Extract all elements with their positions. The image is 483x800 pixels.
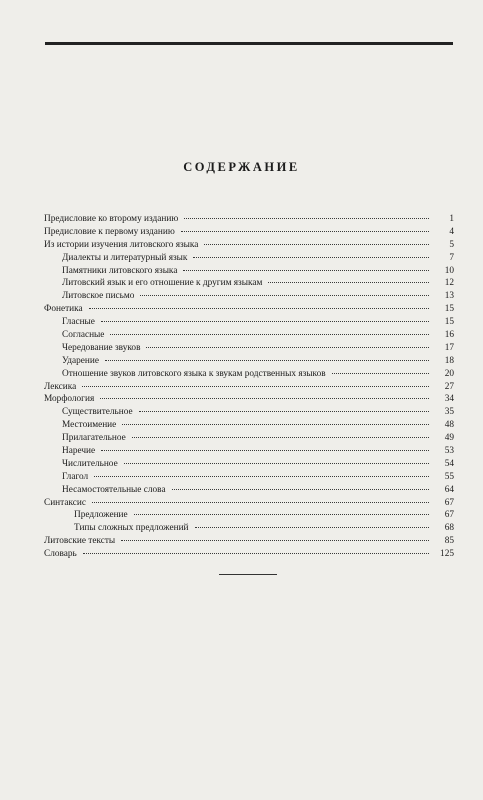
- dot-leader: [94, 467, 429, 477]
- toc-entry-title: Типы сложных предложений: [74, 523, 189, 534]
- toc-entry-title: Предложение: [74, 510, 128, 521]
- dot-leader: [124, 454, 429, 464]
- dot-leader: [82, 377, 429, 387]
- dot-leader: [105, 351, 429, 361]
- dot-leader: [101, 312, 429, 322]
- toc-entry-page: 54: [444, 458, 454, 469]
- toc-entry-title: Литовские тексты: [44, 536, 116, 547]
- toc-entry-title: Наречие: [62, 446, 96, 457]
- page-title: СОДЕРЖАНИЕ: [183, 160, 300, 174]
- dot-leader: [134, 505, 429, 515]
- toc-entry-title: Прилагательное: [62, 433, 126, 444]
- toc-entry-title: Местоимение: [62, 420, 117, 431]
- toc-entry-title: Фонетика: [44, 304, 83, 315]
- toc-entry-page: 12: [444, 278, 454, 289]
- toc-entry-page: 125: [440, 549, 454, 560]
- bottom-rule: [219, 574, 277, 575]
- toc-entry-title: Литовское письмо: [62, 291, 135, 302]
- toc-entry-page: 5: [449, 239, 454, 250]
- dot-leader: [132, 428, 429, 438]
- toc-entry-page: 4: [449, 226, 454, 237]
- toc-entry-page: 18: [444, 355, 454, 366]
- toc-entry-page: 10: [444, 265, 454, 276]
- dot-leader: [146, 338, 429, 348]
- dot-leader: [110, 325, 429, 335]
- dot-leader: [172, 480, 429, 490]
- table-of-contents: [44, 211, 454, 559]
- toc-entry-title: Гласные: [62, 317, 95, 328]
- dot-leader: [89, 299, 429, 309]
- toc-entry-title: Согласные: [62, 330, 105, 341]
- toc-entry-title: Числительное: [62, 458, 118, 469]
- toc-entry-page: 35: [444, 407, 454, 418]
- dot-leader: [140, 286, 429, 296]
- toc-entry-page: 16: [444, 330, 454, 341]
- toc-entry-title: Предисловие к первому изданию: [44, 226, 175, 237]
- toc-entry-page: 53: [444, 446, 454, 457]
- toc-entry-title: Существительное: [62, 407, 133, 418]
- toc-entry-page: 7: [449, 252, 454, 263]
- toc-entry-title: Словарь: [44, 549, 77, 560]
- toc-entry-page: 13: [444, 291, 454, 302]
- toc-entry-page: 1: [449, 214, 454, 224]
- toc-entry-title: Из истории изучения литовского языка: [44, 239, 199, 250]
- toc-entry-page: 20: [444, 368, 454, 379]
- toc-entry-page: 55: [444, 471, 454, 482]
- dot-leader: [184, 209, 429, 219]
- dot-leader: [121, 531, 429, 541]
- dot-leader: [181, 222, 429, 232]
- toc-entry-page: 34: [444, 394, 454, 405]
- toc-entry-title: Глагол: [62, 471, 89, 482]
- toc-entry-title: Чередование звуков: [62, 342, 141, 353]
- toc-entry-page: 67: [444, 497, 454, 508]
- toc-entry-page: 49: [444, 433, 454, 444]
- top-rule: [45, 42, 453, 45]
- dot-leader: [204, 235, 429, 245]
- toc-entry-page: 15: [444, 317, 454, 328]
- toc-entry-title: Лексика: [44, 381, 77, 392]
- dot-leader: [183, 261, 429, 271]
- toc-entry-title: Синтаксис: [44, 497, 86, 508]
- toc-entry-page: 67: [444, 510, 454, 521]
- toc-entry-title: Памятники литовского языка: [62, 265, 178, 276]
- toc-entry-title: Несамостоятельные слова: [62, 484, 166, 495]
- toc-entry-title: Диалекты и литературный язык: [62, 252, 188, 263]
- toc-entry: [44, 546, 454, 559]
- toc-entry-page: 17: [444, 342, 454, 353]
- toc-entry-page: 27: [444, 381, 454, 392]
- toc-entry-page: 15: [444, 304, 454, 315]
- toc-entry-title: Отношение звуков литовского языка к звукам родственных языков: [62, 368, 326, 379]
- toc-entry-page: 64: [444, 484, 454, 495]
- dot-leader: [122, 415, 429, 425]
- dot-leader: [332, 364, 429, 374]
- dot-leader: [195, 518, 429, 528]
- toc-entry-title: Литовский язык и его отношение к другим языкам: [62, 278, 263, 289]
- dot-leader: [92, 493, 429, 503]
- dot-leader: [101, 441, 429, 451]
- toc-entry-page: 48: [444, 420, 454, 431]
- toc-entry-title: Ударение: [62, 355, 99, 366]
- dot-leader: [268, 273, 429, 283]
- dot-leader: [193, 248, 429, 258]
- toc-entry-page: 85: [444, 536, 454, 547]
- dot-leader: [100, 389, 429, 399]
- toc-entry-page: 68: [444, 523, 454, 534]
- dot-leader: [139, 402, 429, 412]
- dot-leader: [83, 544, 429, 554]
- toc-entry-title: Предисловие ко второму изданию: [44, 214, 179, 224]
- toc-entry-title: Морфология: [44, 394, 95, 405]
